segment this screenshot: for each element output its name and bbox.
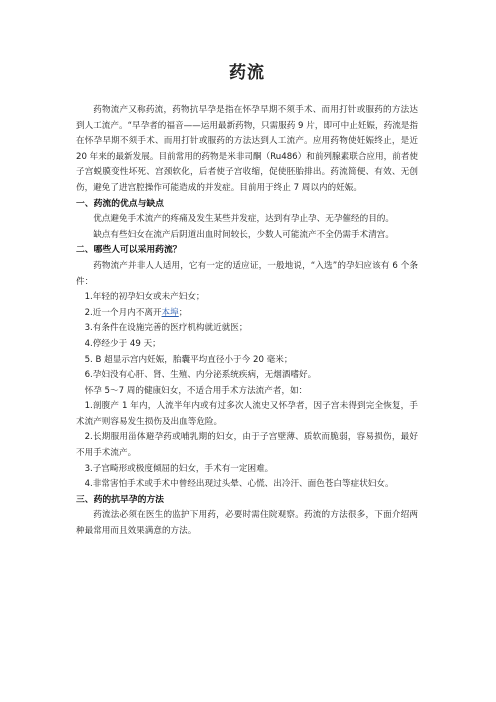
conditions-intro: 药物流产并非人人适用，它有一定的适应证，一般地说，“入选”的孕妇应该有 6 个条件：: [76, 260, 418, 287]
condition-item: 4.停经少于 49 天；: [84, 338, 161, 349]
section-heading-who: 二、哪些人可以采用药流？: [76, 245, 182, 256]
condition-item: 6.孕妇没有心肝、肾、生殖、内分泌系统疾病，无烟酒嗜好。: [84, 370, 317, 381]
cons-paragraph: 缺点有些妇女在流产后阴道出血时间较长，少数人可能流产不全仍需手术清宫。: [93, 229, 394, 240]
section-heading-methods: 三、药的抗早孕的方法: [76, 494, 164, 505]
unsuitable-intro: 怀孕 5～7 周的健康妇女，不适合用手术方法流产者，如：: [84, 385, 308, 396]
section-heading-pros-cons: 一、药流的优点与缺点: [76, 198, 164, 209]
unsuitable-item: 1.剖腹产 1 年内，人流半年内或有过多次人流史又怀孕者，因子宫未得到完全恢复，手术流产则容易发生损伤及出血等危险。: [76, 401, 418, 427]
condition-item: 1.年轻的初孕妇女或未产妇女；: [84, 292, 205, 303]
condition-item: 5. B 超显示宫内妊娠，胎囊平均直径小于今 20 毫米；: [84, 354, 293, 365]
unsuitable-item: 4.非常害怕手术或手术中曾经出现过头晕、心慌、出冷汗、面色苍白等症状妇女。: [84, 479, 394, 490]
document-title: 药流: [229, 63, 265, 83]
document-body: [76, 103, 418, 540]
condition-item: [76, 306, 418, 322]
methods-intro: 药流法必须在医生的监护下用药，必要时需住院观察。药流的方法很多，下面介绍两种最常用而且效果满意的方法。: [76, 510, 418, 537]
condition-item-tail: ；: [178, 307, 188, 318]
condition-item: 3.有条件在设施完善的医疗机构就近就医；: [84, 323, 248, 334]
local-area-link[interactable]: 本埠: [161, 307, 179, 318]
condition-item-text: 2.近一个月内不离开: [84, 307, 162, 318]
document-page: [76, 0, 418, 540]
unsuitable-item: 2.长期服用甾体避孕药或哺乳期的妇女，由于子宫壁薄、质软而脆弱，容易损伤，最好不用手术流产。: [76, 432, 418, 459]
unsuitable-item: 3.子宫畸形或极度倾屈的妇女，手术有一定困难。: [84, 463, 274, 474]
pros-paragraph: 优点避免手术流产的疼痛及发生某些并发症，达到有孕止孕、无孕催经的目的。: [93, 214, 394, 225]
intro-paragraph: 药物流产又称药流，药物抗早孕是指在怀孕早期不须手术、而用打针或服药的方法达到人工流产。“早孕者的福音——运用最新药物，只需服药 9 片，即可中止妊娠，药流是指在怀孕早期不须手术、而用打针或服药的方法达到人工流产。应用药物使妊娠终止，是近 20 年来的最新发展。目前常用的药物是米非司酮（Ru486）和前列腺素联合应用，前者使子宫蜕膜变性坏死、宫颈软化，后者使子宫收缩，促使胚胎排出。药流简便、有效、无创伤，避免了进宫腔操作可能造成的并发症。目前用于终止 7 周以内的妊娠。: [76, 105, 418, 193]
